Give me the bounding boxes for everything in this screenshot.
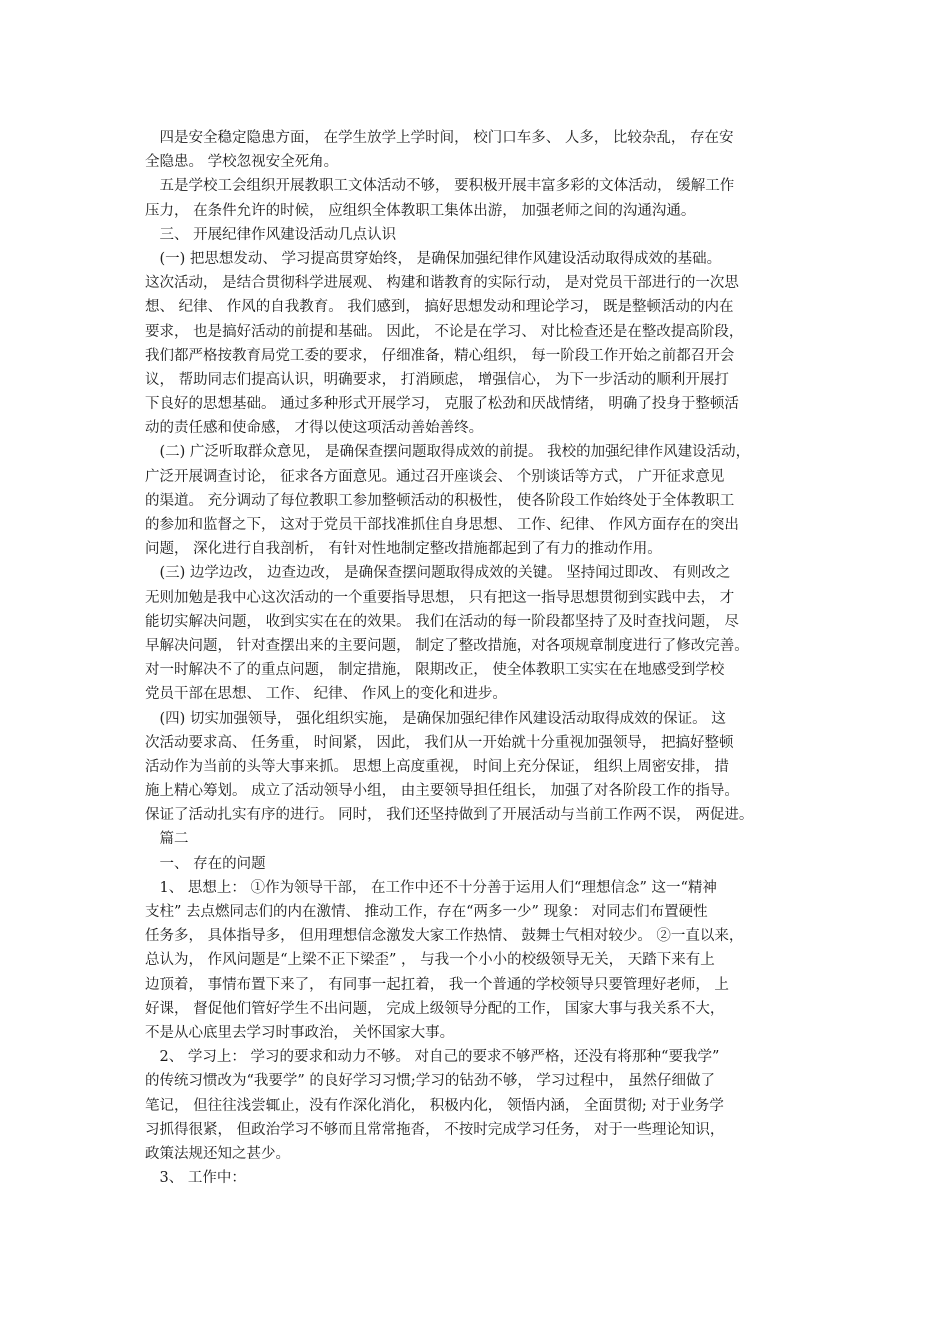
- text-line: 想、 纪律、 作风的自我教育。 我们感到， 搞好思想发动和理论学习， 既是整顿活动的内在: [145, 299, 734, 316]
- section-heading: 一、 存在的问题: [145, 855, 266, 872]
- text-line: (一) 把思想发动、 学习提高贯穿始终， 是确保加强纪律作风建设活动取得成效的基础。: [145, 250, 722, 267]
- text-line: 总认为， 作风问题是“上梁不正下梁歪” ， 与我一个小小的校级领导无关， 天踏下来有上: [145, 952, 715, 969]
- text-line: 支柱” 去点燃同志们的内在激情、 推动工作，存在“两多一少” 现象： 对同志们布置硬性: [145, 904, 708, 920]
- text-line: 好课， 督促他们管好学生不出问题， 完成上级领导分配的工作， 国家大事与我关系不大，: [145, 1000, 725, 1017]
- document-page: [145, 126, 825, 1190]
- text-line: (三) 边学边改， 边查边改， 是确保查摆问题取得成效的关键。 坚持闻过即改、 有则改之: [145, 565, 731, 582]
- text-line: 任务多， 具体指导多， 但用理想信念激发大家工作热情、 鼓舞士气相对较少。 ②一直以来，: [145, 928, 744, 945]
- text-line: 问题， 深化进行自我剖析， 有针对性地制定整改措施都起到了有力的推动作用。: [145, 541, 662, 558]
- text-line: 的传统习惯改为“我要学” 的良好学习习惯;学习的钻劲不够， 学习过程中， 虽然仔细做了: [145, 1073, 716, 1090]
- text-line: (二) 广泛听取群众意见， 是确保查摆问题取得成效的前提。 我校的加强纪律作风建设活动，: [145, 444, 751, 461]
- text-line: 对一时解决不了的重点问题， 制定措施， 限期改正， 使全体教职工实实在在地感受到学校: [145, 662, 725, 679]
- text-line: 1、 思想上： ①作为领导干部， 在工作中还不十分善于运用人们“理想信念” 这一“精神: [145, 879, 717, 896]
- text-line: 早解决问题， 针对查摆出来的主要问题， 制定了整改措施，对各项规章制度进行了修改完善。: [145, 637, 749, 654]
- text-line: 压力， 在条件允许的时候， 应组织全体教职工集体出游， 加强老师之间的沟通沟通。: [145, 202, 696, 219]
- text-line: 四是安全稳定隐患方面， 在学生放学上学时间， 校门口车多、 人多， 比较杂乱， 存在安: [145, 130, 734, 146]
- text-line: 3、 工作中：: [145, 1170, 246, 1187]
- text-line: 议， 帮助同志们提高认识，明确要求， 打消顾虑， 增强信心， 为下一步活动的顺利开展打: [145, 371, 729, 388]
- text-line: 全隐患。 学校忽视安全死角。: [145, 154, 339, 171]
- text-line: 我们都严格按教育局党工委的要求， 仔细准备，精心组织， 每一阶段工作开始之前都召开会: [145, 347, 735, 364]
- text-line: 能切实解决问题， 收到实实在在的效果。 我们在活动的每一阶段都坚持了及时查找问题， 尽: [145, 613, 739, 630]
- text-line: 的渠道。 充分调动了每位教职工参加整顿活动的积极性， 使各阶段工作始终处于全体教职工: [145, 492, 735, 509]
- text-line: 2、 学习上： 学习的要求和动力不够。 对自己的要求不够严格，还没有将那种“要我学”: [145, 1049, 720, 1066]
- text-line: 广泛开展调查讨论， 征求各方面意见。通过召开座谈会、 个别谈话等方式， 广开征求意见: [145, 468, 725, 485]
- text-line: 无则加勉是我中心这次活动的一个重要指导思想， 只有把这一指导思想贯彻到实践中去， 才: [145, 589, 735, 606]
- text-line: 边顶着， 事情布置下来了， 有同事一起扛着， 我一个普通的学校领导只要管理好老师， 上: [145, 976, 729, 993]
- text-line: 施上精心筹划。 成立了活动领导小组， 由主要领导担任组长， 加强了对各阶段工作的指导。: [145, 783, 739, 800]
- section-heading: 篇二: [145, 831, 189, 848]
- text-line: 不是从心底里去学习时事政治， 关怀国家大事。: [145, 1024, 455, 1041]
- text-line: 活动作为当前的头等大事来抓。 思想上高度重视， 时间上充分保证， 组织上周密安排， 措: [145, 758, 729, 775]
- text-line: 五是学校工会组织开展教职工文体活动不够， 要积极开展丰富多彩的文体活动， 缓解工作: [145, 178, 735, 195]
- text-line: 动的责任感和使命感， 才得以使这项活动善始善终。: [145, 420, 484, 437]
- text-line: 要求， 也是搞好活动的前提和基础。 因此， 不论是在学习、 对比检查还是在整改提高阶段，: [145, 323, 744, 340]
- section-heading: 三、 开展纪律作风建设活动几点认识: [145, 226, 397, 243]
- text-line: 党员干部在思想、 工作、 纪律、 作风上的变化和进步。: [145, 686, 507, 703]
- text-line: 习抓得很紧， 但政治学习不够而且常常拖沓， 不按时完成学习任务， 对于一些理论知识，: [145, 1121, 725, 1138]
- text-line: 下良好的思想基础。 通过多种形式开展学习， 克服了松劲和厌战情绪， 明确了投身于整顿活: [145, 396, 739, 413]
- text-line: 保证了活动扎实有序的进行。 同时， 我们还坚持做到了开展活动与当前工作两不误， 两促进。: [145, 807, 754, 824]
- text-line: (四) 切实加强领导， 强化组织实施， 是确保加强纪律作风建设活动取得成效的保证。 这: [145, 710, 726, 727]
- text-line: 次活动要求高、 任务重， 时间紧， 因此， 我们从一开始就十分重视加强领导， 把搞好整顿: [145, 734, 734, 751]
- text-line: 这次活动， 是结合贯彻科学进展观、 构建和谐教育的实际行动， 是对党员干部进行的一次思: [145, 275, 739, 292]
- text-line: 笔记， 但往往浅尝辄止，没有作深化消化， 积极内化， 领悟内涵， 全面贯彻; 对于业务学: [145, 1097, 724, 1114]
- text-line: 的参加和监督之下， 这对于党员干部找准抓住自身思想、 工作、纪律、 作风方面存在的突出: [145, 517, 739, 533]
- text-line: 政策法规还知之甚少。: [145, 1145, 290, 1162]
